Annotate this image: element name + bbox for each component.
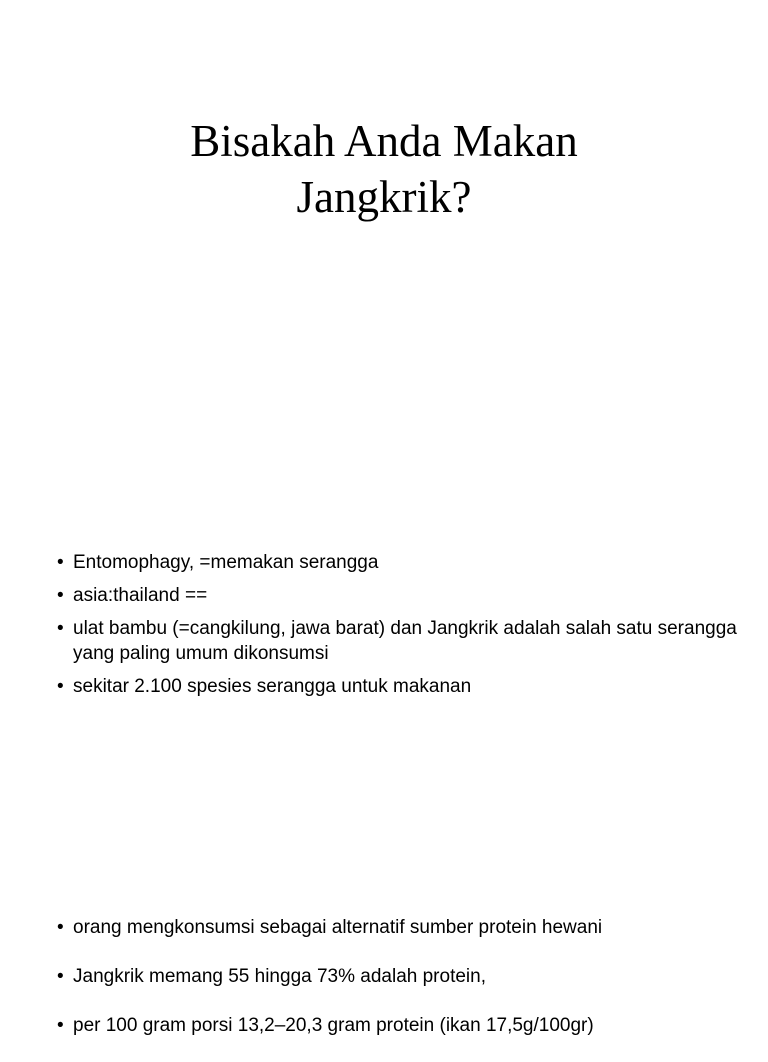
bullet-text: Jangkrik memang 55 hingga 73% adalah protein, [73,966,486,987]
bullet-item [57,616,737,666]
bullet-item [57,915,737,940]
bullet-item [57,964,737,989]
bullet-marker: • [57,676,64,697]
bullet-marker: • [57,917,64,938]
bullet-item [57,583,737,608]
bullet-text: sekitar 2.100 spesies serangga untuk makanan [73,676,472,697]
slide-title [0,113,768,225]
bullet-item [57,674,737,699]
bullet-text: per 100 gram porsi 13,2–20,3 gram protein (ikan 17,5g/100gr) [73,1015,594,1036]
bullet-marker: • [57,1015,64,1036]
slide-title-line: Jangkrik? [296,172,472,222]
bullet-marker: • [57,552,64,573]
bullet-marker: • [57,585,64,606]
bullet-marker: • [57,966,64,987]
bullet-text: ulat bambu (=cangkilung, jawa barat) dan Jangkrik adalah salah satu serangga yang paling umum dikonsumsi [73,618,737,664]
bullet-item [57,550,737,575]
bullet-text: orang mengkonsumsi sebagai alternatif sumber protein hewani [73,917,603,938]
bullet-text: Entomophagy, =memakan serangga [73,552,379,573]
bullet-list [57,550,737,707]
bullet-text: asia:thailand == [73,585,208,606]
bullet-marker: • [57,618,64,639]
bullet-list [57,915,737,1062]
slide-title-line: Bisakah Anda Makan [190,116,578,166]
bullet-item [57,1013,737,1038]
